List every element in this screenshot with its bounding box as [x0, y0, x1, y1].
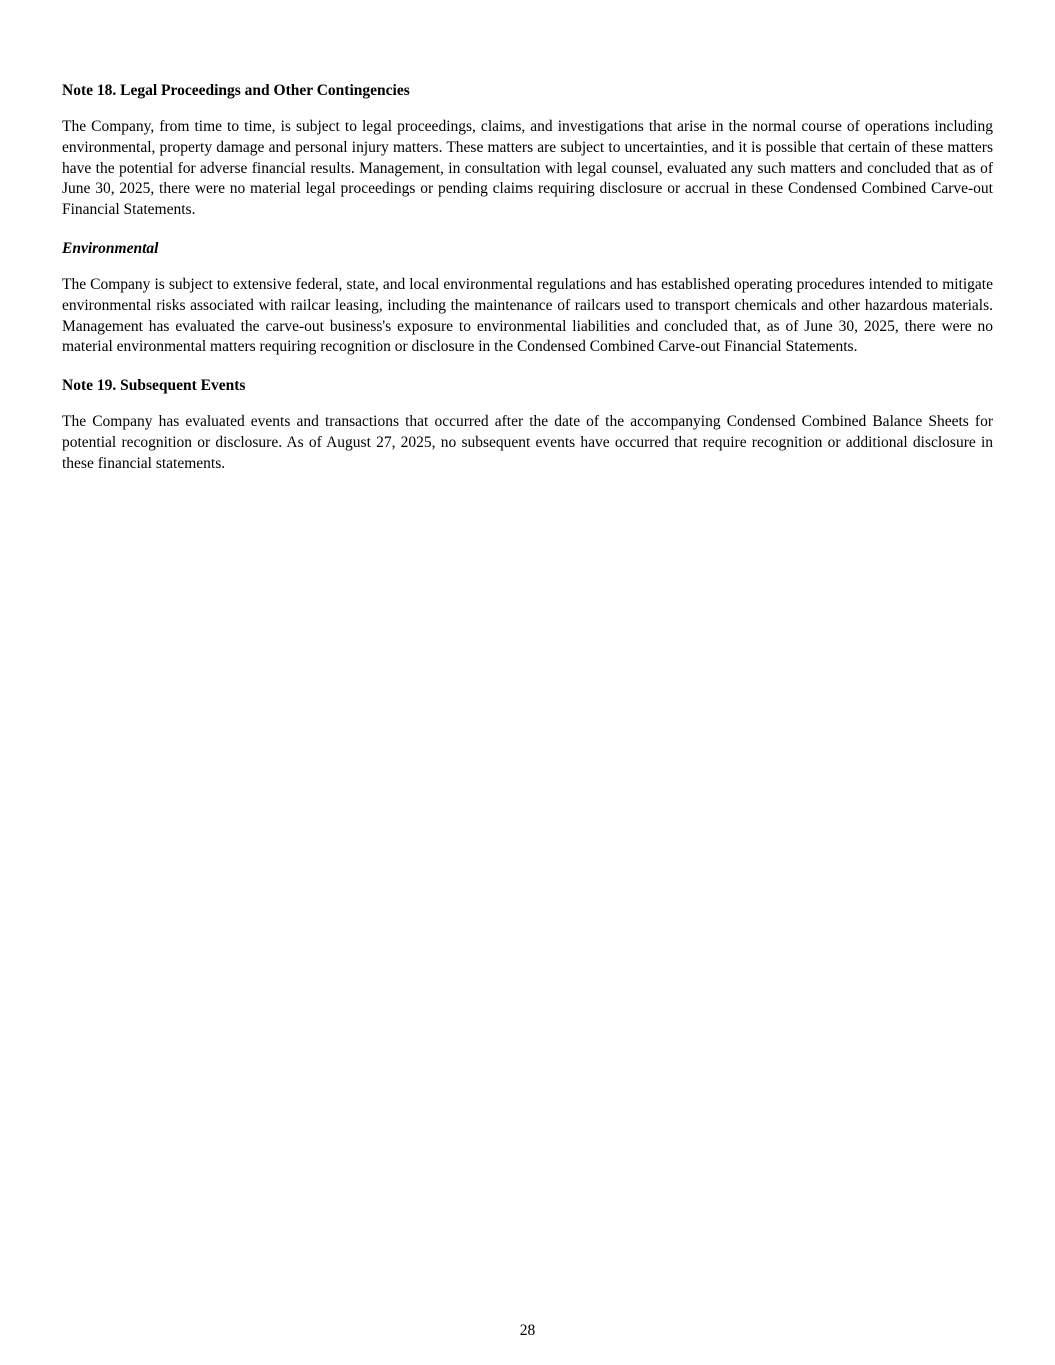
page-number: 28 [519, 1322, 536, 1339]
note-18-paragraph: The Company, from time to time, is subject to legal proceedings, claims, and investigations that arise in the normal course of operations including environmental, property damage and personal injury matters. These matters are subject to uncertainties, and it is possible that certain of these matters have the potential for adverse financial results. Management, in consultation with legal counsel, evaluated any such matters and concluded that as of June 30, 2025, there were no material legal proceedings or pending claims requiring disclosure or accrual in these Condensed Combined Carve-out Financial Statements. [62, 118, 993, 219]
document-page [62, 80, 993, 492]
note-19-heading: Note 19. Subsequent Events [62, 377, 246, 395]
note-19-paragraph: The Company has evaluated events and transactions that occurred after the date of the accompanying Condensed Combined Balance Sheets for potential recognition or disclosure. As of August 27, 2025, no subsequent events have occurred that require recognition or additional disclosure in these financial statements. [62, 413, 993, 472]
environmental-subheading: Environmental [62, 239, 159, 257]
note-18-heading: Note 18. Legal Proceedings and Other Contingencies [62, 82, 410, 99]
environmental-paragraph: The Company is subject to extensive federal, state, and local environmental regulations and has established operating procedures intended to mitigate environmental risks associated with railcar leasing, including the maintenance of railcars used to transport chemicals and other hazardous materials. Management has evaluated the carve-out business's exposure to environmental liabilities and concluded that, as of June 30, 2025, there were no material environmental matters requiring recognition or disclosure in the Condensed Combined Carve-out Financial Statements. [62, 275, 993, 356]
